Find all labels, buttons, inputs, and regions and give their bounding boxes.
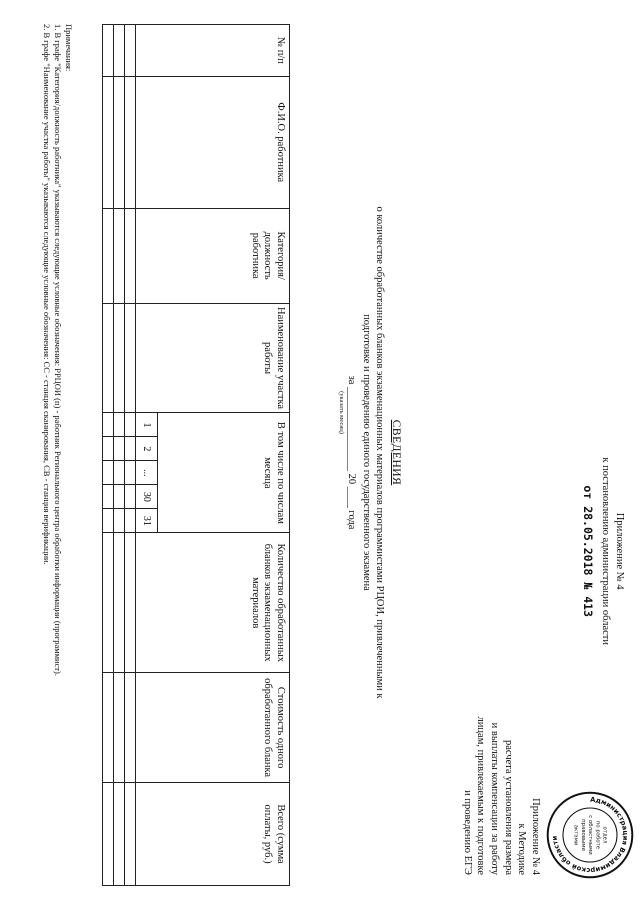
stamp-line-3: с областными — [587, 815, 594, 855]
period-prefix: за — [345, 375, 357, 385]
header-cost: Стоимость одного обработанного бланка — [136, 673, 290, 783]
stamp-line-2: по работе — [594, 820, 601, 850]
document-subtitle-1: о количестве обработанных бланков экзаменационных материалов программистами РЦОИ, привлеченными к — [374, 206, 385, 699]
stamp-line-5: актами — [572, 824, 579, 846]
title-block — [338, 0, 402, 905]
appendix-block-decree — [580, 457, 626, 645]
table-row — [125, 25, 136, 886]
note-2: 2. В графе "Наименование участка работы" указываются следующие условные обозначения: СС - станция сканирования, СВ - станция верификации. — [41, 24, 52, 565]
header-category: Категория/ должность работника — [136, 208, 290, 303]
header-total: Всего (сумма оплаты, руб.) — [136, 783, 290, 886]
day-number: 30 — [136, 485, 158, 509]
document-subtitle-2: подготовке и проведению единого государственного экзамена — [360, 314, 372, 591]
official-stamp — [545, 790, 635, 880]
method-line-5: и проведению ЕГЭ — [461, 790, 473, 875]
method-line-1: к Методике — [516, 823, 528, 875]
day-number: 31 — [136, 509, 158, 533]
stamp-ring-text: Администрация Владимирской области — [550, 795, 630, 875]
period-month-blank: ________________ — [345, 387, 357, 472]
day-number: ... — [136, 461, 158, 485]
table-row — [103, 25, 114, 886]
appendix-title: Приложение № 4 — [614, 512, 625, 590]
period-suffix: ____ года — [345, 486, 357, 530]
notes-heading: Примечания: — [64, 24, 74, 72]
appendix-block-method — [460, 717, 542, 875]
period-year: 20 — [345, 473, 357, 485]
period-line — [345, 0, 358, 905]
method-line-2: расчета установления размера — [502, 740, 514, 875]
workers-table — [102, 24, 290, 886]
header-fio: Ф.И.О. работника — [136, 76, 290, 208]
header-count: Количество обработанных бланков экзаменационных материалов — [136, 533, 290, 673]
day-number: 1 — [136, 413, 158, 437]
day-number: 2 — [136, 437, 158, 461]
document-title: СВЕДЕНИЯ — [390, 419, 402, 486]
header-site: Наименование участка работы — [136, 303, 290, 413]
stamp-line-1: отдел — [601, 826, 608, 844]
header-days: В том числе по числам месяца — [158, 413, 290, 533]
notes-block — [41, 24, 74, 884]
table-row — [114, 25, 125, 886]
method-line-3: и выплаты компенсации за работу — [489, 722, 501, 875]
method-line-4: лицам, привлекаемым к подготовке — [475, 716, 487, 875]
method-appendix-title: Приложение № 4 — [530, 798, 541, 875]
table-header-row — [158, 25, 290, 886]
decree-date-number: от 28.05.2018 № 413 — [580, 485, 595, 617]
appendix-decree-line: к постановлению администрации области — [600, 457, 612, 645]
note-1: 1. В графе "Категория/должность работника" указываются следующие условные обозначения: РРЦОИ (п) - работник Регионального центра обработки информации (программист). — [52, 24, 63, 676]
stamp-line-4: правовыми — [579, 819, 586, 851]
period-hint: (указать месяц) — [337, 391, 345, 434]
header-num: № п/п — [136, 25, 290, 77]
